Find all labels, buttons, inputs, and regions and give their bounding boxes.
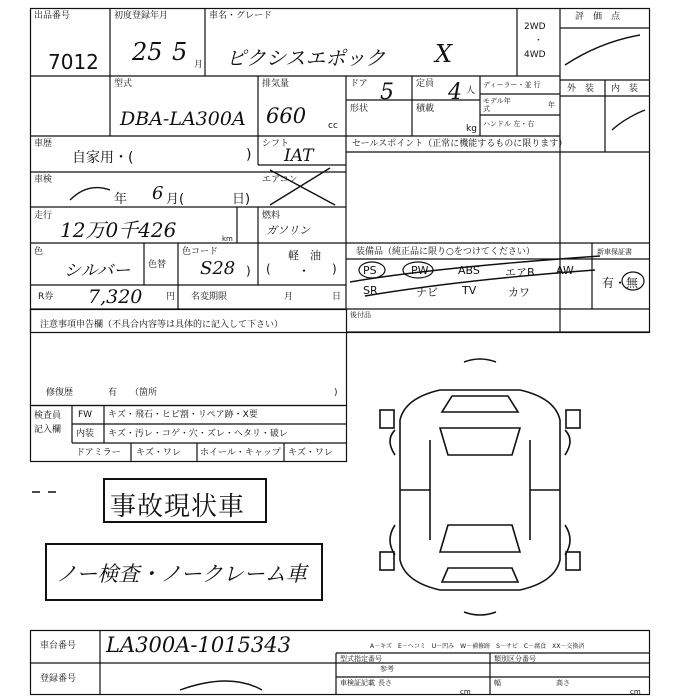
inspection-month: 6 xyxy=(152,183,164,204)
color-label: 色 xyxy=(34,247,44,257)
model-value: DBA-LA300A xyxy=(120,108,246,130)
fuel-diesel: 軽 油 xyxy=(288,249,321,262)
first-registration-label: 初度登録年月 xyxy=(114,11,169,21)
car-specs-label: 車検証記載 xyxy=(340,679,375,687)
fuel-gasoline: ガソリン xyxy=(266,224,310,237)
repair-history-value: 有 xyxy=(108,388,118,398)
repair-place-label: （箇所 xyxy=(130,388,158,398)
month-suffix: 月 xyxy=(194,60,204,70)
door-mirror-label: ドアミラー xyxy=(76,448,121,458)
warranty-value: 有・無 xyxy=(602,276,639,290)
equip-ps: PS xyxy=(363,264,377,277)
registration-number-label: 登録番号 xyxy=(40,674,77,684)
displacement-label: 排気量 xyxy=(262,79,290,89)
equip-abs: ABS xyxy=(458,264,480,277)
handle-label: ハンドル 左・右 xyxy=(483,120,535,128)
category-label: 類別区分番号 xyxy=(494,655,536,663)
score-label: 評 価 点 xyxy=(575,12,621,22)
door-mirror-text: キズ・ワレ xyxy=(136,448,181,458)
equip-airbag: エアB xyxy=(505,266,535,279)
equip-pw: PW xyxy=(411,264,429,277)
inspection-label: 車検 xyxy=(34,175,53,185)
name-change-label: 名変期限 xyxy=(191,292,228,302)
length-label: 長さ xyxy=(378,679,392,687)
color-value: シルバー xyxy=(64,261,131,281)
lot-number: 7012 xyxy=(48,50,99,74)
wheel-cap-label: ホイール・キャップ xyxy=(200,448,281,458)
equip-tv: TV xyxy=(462,284,477,297)
car-name: ピクシスエポック xyxy=(226,46,386,70)
interior-row-label: 内装 xyxy=(76,429,95,439)
name-change-month: 月 xyxy=(284,292,294,302)
history-value: 自家用・( xyxy=(72,150,134,166)
sales-point-label: セールスポイント（正常に機能するものに限ります） xyxy=(352,139,568,149)
chassis-number-label: 車台番号 xyxy=(40,641,77,651)
chassis-number: LA300A-1015343 xyxy=(106,633,291,657)
shift-value: IAT xyxy=(284,146,314,166)
person-unit: 人 xyxy=(466,86,476,96)
inspector-label-2: 記入欄 xyxy=(34,425,62,435)
retrofit-label: 後付品 xyxy=(350,311,371,319)
capacity-value: 4 xyxy=(448,80,462,105)
inspection-year-unit: 年 xyxy=(114,192,128,207)
history-label: 車歴 xyxy=(34,139,53,149)
notes-label: 注意事項申告欄（不具合内容等は具体的に記入して下さい） xyxy=(40,320,284,330)
fw-text: キズ・飛石・ヒビ割・リペア跡・X要 xyxy=(108,410,258,420)
dealer-label: ディーラー・並 行 xyxy=(483,81,541,89)
mileage-value: 12万0千426 xyxy=(60,218,177,242)
width-label: 幅 xyxy=(494,679,501,687)
accident-stamp: 事故現状車 xyxy=(110,492,246,522)
recycle-label: R券 xyxy=(38,292,54,302)
drive-2wd: 2WD xyxy=(524,22,546,32)
mileage-label: 走行 xyxy=(34,211,53,221)
fw-label: FW xyxy=(78,410,93,420)
inspection-day-unit: 日) xyxy=(232,192,251,207)
model-year-label: モデル年式 xyxy=(483,97,511,113)
repair-history-label: 修復歴 xyxy=(46,388,74,398)
fuel-paren-open: ( xyxy=(266,262,271,276)
height-cm: cm xyxy=(630,688,641,696)
fuel-dot: ・ xyxy=(298,264,311,278)
equip-leather: カワ xyxy=(508,286,530,299)
wheel-cap-text: キズ・ワレ xyxy=(288,448,333,458)
handwriting-strokes xyxy=(32,35,645,690)
repair-close: ) xyxy=(334,388,338,398)
first-registration-year: 25 xyxy=(132,38,163,66)
damage-legend: A－キズ E－ヘコミ U－凹み W－補修跡 S－サビ C－腐食 XX－交換済 xyxy=(370,643,585,650)
equip-aw: AW xyxy=(556,264,574,277)
car-diagram xyxy=(380,359,580,615)
drive-4wd: 4WD xyxy=(524,50,546,60)
exterior-score-label: 外 装 xyxy=(567,84,595,94)
door-label: ドア xyxy=(350,79,368,89)
inspector-label: 検査員 xyxy=(34,411,62,421)
interior-row-text: キズ・汚レ・コゲ・穴・ズレ・ヘタリ・破レ xyxy=(108,429,288,439)
equip-sr: SR xyxy=(363,284,378,297)
name-change-day: 日 xyxy=(332,292,342,302)
load-label: 積載 xyxy=(416,104,435,114)
height-label: 高さ xyxy=(556,679,570,687)
drive-separator: ・ xyxy=(534,36,544,46)
length-cm: cm xyxy=(460,688,471,696)
color-code-value: S28 xyxy=(200,258,236,279)
fuel-paren-close: ) xyxy=(332,262,337,276)
interior-score-label: 内 装 xyxy=(611,84,639,94)
model-year-unit: 年 xyxy=(548,101,555,109)
shift-label: シフト xyxy=(262,139,290,149)
color-code-label: 色コード xyxy=(182,247,219,257)
door-value: 5 xyxy=(380,80,394,105)
kg-unit: kg xyxy=(466,124,477,134)
color-code-close: ) xyxy=(246,264,251,278)
yen-unit: 円 xyxy=(166,292,176,302)
aircon-label: エアコン xyxy=(262,175,298,185)
recycle-value: 7,320 xyxy=(88,286,143,308)
cc-unit: cc xyxy=(328,121,338,131)
grade: X xyxy=(435,40,453,68)
first-registration-month: 5 xyxy=(172,38,188,66)
model-label: 型式 xyxy=(114,79,133,89)
capacity-label: 定員 xyxy=(416,79,435,89)
warranty-label: 新車保証書 xyxy=(597,248,632,256)
reference-label: 参考 xyxy=(380,665,394,673)
equip-navi: ナビ xyxy=(416,286,438,299)
lot-number-label: 出品番号 xyxy=(34,11,71,21)
displacement-value: 660 xyxy=(266,104,307,128)
type-designation-label: 型式指定番号 xyxy=(340,655,382,663)
history-close: ) xyxy=(246,147,252,163)
fuel-label: 燃料 xyxy=(262,211,281,221)
car-name-label: 車名・グレード xyxy=(209,11,273,21)
km-unit: km xyxy=(222,235,233,243)
no-claim-stamp: ノー検査・ノークレーム車 xyxy=(56,562,307,586)
shape-label: 形状 xyxy=(350,104,369,114)
inspection-month-unit: 月( xyxy=(166,192,185,207)
color-change-label: 色替 xyxy=(148,260,167,270)
equipment-label: 装備品（純正品に限り○をつけてください） xyxy=(356,247,535,257)
